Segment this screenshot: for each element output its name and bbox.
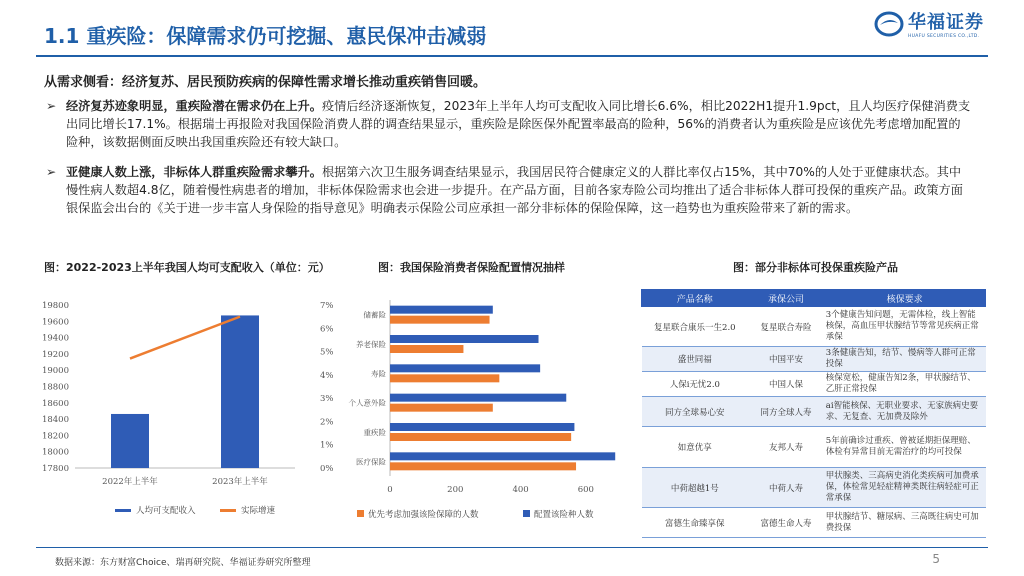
- table-caption: 图：部分非标体可投保重疾险产品: [733, 261, 898, 274]
- coverage-bar: [390, 335, 539, 343]
- header-divider: [36, 55, 988, 57]
- y-right-tick-label: 5%: [320, 347, 334, 358]
- priority-bar: [390, 374, 499, 382]
- logo-text: 华福证券: [908, 12, 984, 33]
- arrow-bullet-icon: ➢: [46, 165, 57, 179]
- y-right-tick-label: 6%: [320, 324, 334, 335]
- bullet-1-lead: 经济复苏迹象明显，重疾险潜在需求仍在上升。: [66, 99, 322, 113]
- legend-swatch-priority: [357, 510, 364, 517]
- table-row: [642, 427, 986, 468]
- x-tick-label: 400: [512, 485, 529, 495]
- legend-swatch-coverage: [523, 510, 530, 517]
- y-left-tick-label: 18600: [41, 398, 69, 409]
- x-tick-label: 600: [577, 485, 594, 495]
- cell-requirement: ai智能核保、无职业要求、无家族病史要求、无复查、无加费及除外: [824, 397, 986, 427]
- legend-label-income: 人均可支配收入: [136, 506, 196, 516]
- y-left-tick-label: 19600: [41, 317, 69, 328]
- legend-label-growth: 实际增速: [241, 506, 276, 516]
- x-tick-label: 2022年上半年: [102, 477, 158, 487]
- cell-product-name: 复星联合康乐一生2.0: [642, 307, 749, 347]
- arrow-bullet-icon: ➢: [46, 99, 57, 113]
- cell-product-name: 人保i无忧2.0: [642, 372, 749, 397]
- y-right-tick-label: 1%: [320, 440, 334, 451]
- cell-product-name: 中荷超越1号: [642, 468, 749, 508]
- legend-swatch-growth: [220, 509, 236, 512]
- cell-requirement: 3个健康告知问题，无需体检，线上智能核保，高血压甲状腺结节等常见疾病正常承保: [824, 307, 986, 347]
- cell-company: 中国平安: [748, 347, 824, 372]
- y-right-tick-label: 3%: [320, 394, 334, 405]
- cell-company: 同方全球人寿: [748, 397, 824, 427]
- legend-label-priority: 优先考虑加强该险保障的人数: [368, 510, 479, 520]
- y-category-label: 寿险: [371, 369, 386, 379]
- cell-requirement: 3条健康告知，结节、慢病等人群可正常投保: [824, 347, 986, 372]
- page-number: 5: [932, 552, 940, 566]
- logo-subtext: HUAFU SECURITIES CO.,LTD.: [908, 34, 980, 39]
- cell-product-name: 富德生命臻享保: [642, 508, 749, 538]
- y-category-label: 储蓄险: [363, 310, 386, 320]
- page-title: 1.1 重疾险：保障需求仍可挖掘、惠民保冲击减弱: [44, 24, 487, 48]
- coverage-bar: [390, 394, 566, 402]
- y-left-tick-label: 18800: [41, 382, 69, 393]
- y-left-tick-label: 19000: [41, 366, 69, 377]
- coverage-bar: [390, 364, 540, 372]
- y-left-tick-label: 19800: [41, 301, 69, 311]
- col-header-requirement: 核保要求: [824, 290, 986, 307]
- cell-company: 复星联合寿险: [748, 307, 824, 347]
- x-tick-label: 2023年上半年: [212, 477, 268, 487]
- y-right-tick-label: 7%: [320, 301, 334, 311]
- y-right-tick-label: 0%: [320, 464, 334, 474]
- company-logo: [874, 8, 984, 39]
- priority-bar: [390, 462, 576, 470]
- table-row: [642, 307, 986, 347]
- priority-bar: [390, 433, 571, 441]
- logo-icon: [874, 11, 904, 37]
- bullet-1-text: 疫情后经济逐渐恢复，2023年上半年人均可支配收入同比增长6.6%，相比2022H1提升1.9pct，且人均医疗保健消费支出同比增长17.1%。根据瑞士再报险对我国保险消费人群的调查结果显示，重疾险是除医保外配置率最高的险种，56%的消费者认为重疾险是应该优先考虑增加配置的险种，该数据侧面反映出我国重疾险还有较大缺口。: [66, 99, 971, 149]
- x-tick-label: 0: [387, 485, 393, 495]
- col-header-product: 产品名称: [642, 290, 749, 307]
- cell-product-name: 盛世同福: [642, 347, 749, 372]
- section-subheading: 从需求侧看：经济复苏、居民预防疾病的保障性需求增长推动重疾销售回暖。: [44, 75, 487, 90]
- y-category-label: 医疗保险: [356, 457, 386, 467]
- product-table: [641, 289, 986, 538]
- table-row: [642, 372, 986, 397]
- chart1-caption: 图：2022-2023上半年我国人均可支配收入（单位：元）: [44, 261, 330, 274]
- legend-label-coverage: 配置该险种人数: [534, 510, 594, 520]
- bullet-2-text: 根据第六次卫生服务调查结果显示，我国居民符合健康定义的人群比率仅占15%，其中70%的人处于亚健康状态。其中慢性病人数超4.8亿，随着慢性病患者的增加，非标体保险需求也会进一步提升。在产品方面，目前各家寿险公司均推出了适合非标体人群可投保的重疾产品。政策方面银保监会出台的《关于进一步丰富人身保险的指导意见》明确表示保险公司应承担一部分非标体的保险保障，这一趋势也为重疾险带来了新的需求。: [66, 165, 963, 215]
- y-left-tick-label: 19400: [41, 333, 69, 344]
- table-header-row: [642, 290, 986, 307]
- income-bar: [221, 315, 259, 468]
- table-row: [642, 397, 986, 427]
- y-right-tick-label: 4%: [320, 370, 334, 381]
- cell-requirement: 甲状腺类、三高病史消化类疾病可加费承保，体检常见轻症精神类既往病轻症可正常承保: [824, 468, 986, 508]
- cell-company: 富德生命人寿: [748, 508, 824, 538]
- y-right-tick-label: 2%: [320, 417, 334, 428]
- coverage-bar: [390, 423, 574, 431]
- table-row: [642, 468, 986, 508]
- coverage-bar: [390, 452, 615, 460]
- cell-company: 友邦人寿: [748, 427, 824, 468]
- cell-product-name: 如意优享: [642, 427, 749, 468]
- y-left-tick-label: 18200: [41, 431, 69, 442]
- cell-requirement: 核保宽松，健康告知2条，甲状腺结节、乙肝正常投保: [824, 372, 986, 397]
- x-tick-label: 200: [447, 485, 464, 495]
- legend-swatch-income: [115, 509, 131, 512]
- data-source-note: 数据来源：东方财富Choice、瑞再研究院、华福证券研究所整理: [55, 558, 311, 568]
- table-row: [642, 347, 986, 372]
- y-category-label: 个人意外险: [348, 398, 386, 408]
- bullet-2-lead: 亚健康人数上涨，非标体人群重疾险需求攀升。: [66, 165, 322, 179]
- col-header-company: 承保公司: [748, 290, 824, 307]
- y-category-label: 重疾险: [363, 428, 386, 437]
- y-left-tick-label: 19200: [41, 349, 69, 360]
- insurance-allocation-chart: [335, 290, 635, 525]
- bullet-paragraph-1: [46, 97, 971, 151]
- income-chart: [20, 290, 350, 525]
- cell-requirement: 5年前确诊过重疾、曾被延期拒保理赔、体检有异常目前无需治疗的均可投保: [824, 427, 986, 468]
- footer-divider: [36, 547, 988, 548]
- cell-company: 中荷人寿: [748, 468, 824, 508]
- coverage-bar: [390, 306, 493, 314]
- cell-product-name: 同方全球易心安: [642, 397, 749, 427]
- table-row: [642, 508, 986, 538]
- cell-requirement: 甲状腺结节、糖尿病、三高既往病史可加费投保: [824, 508, 986, 538]
- priority-bar: [390, 345, 463, 353]
- y-left-tick-label: 17800: [41, 464, 69, 474]
- y-left-tick-label: 18400: [41, 415, 69, 426]
- bullet-paragraph-2: [46, 163, 971, 217]
- chart2-caption: 图：我国保险消费者保险配置情况抽样: [378, 261, 565, 274]
- y-left-tick-label: 18000: [41, 447, 69, 458]
- priority-bar: [390, 404, 493, 412]
- cell-company: 中国人保: [748, 372, 824, 397]
- income-bar: [111, 414, 149, 468]
- priority-bar: [390, 316, 490, 324]
- y-category-label: 养老保险: [356, 340, 386, 349]
